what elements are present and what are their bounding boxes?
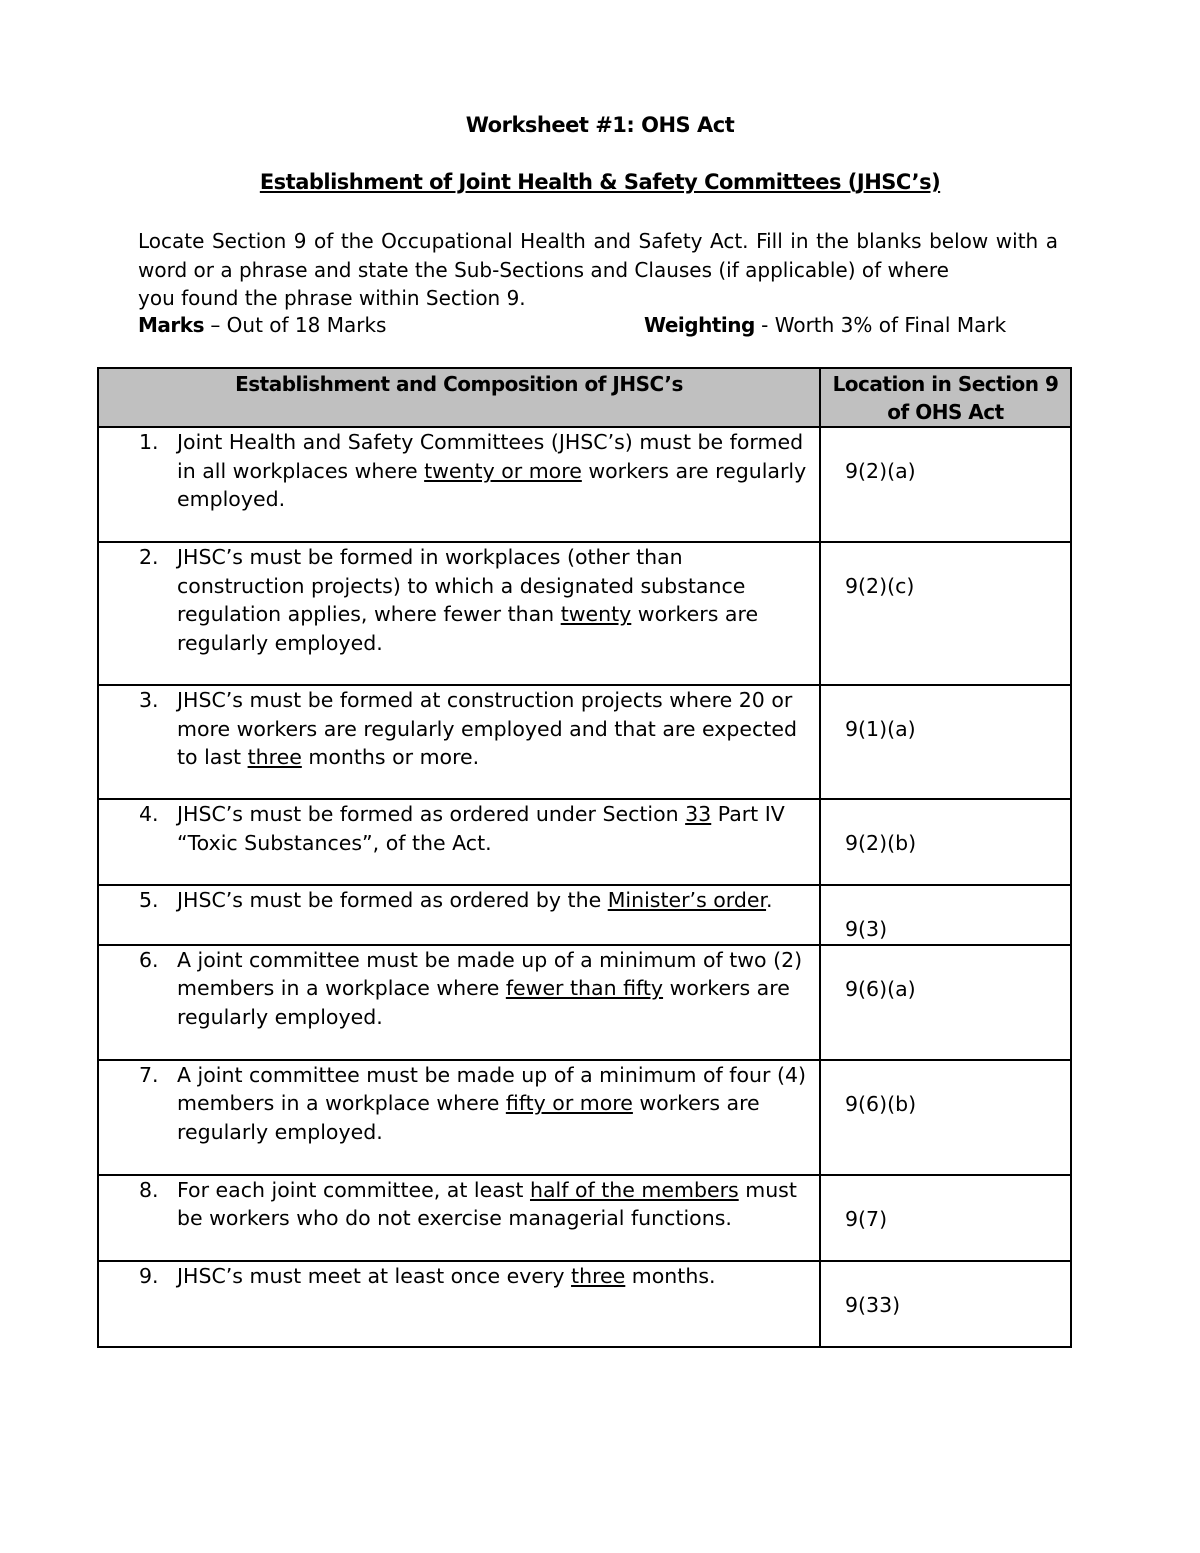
statement-text: Joint Health and Safety Committees (JHSC’s) must be formed in all workplaces where xyxy=(177,430,804,483)
item-statement xyxy=(177,1061,813,1147)
marks-value: – Out of 18 Marks xyxy=(203,313,387,337)
item-number: 9. xyxy=(139,1263,159,1288)
answer-blank: half of the members xyxy=(529,1177,739,1202)
table-row xyxy=(98,1261,1071,1347)
statement-cell xyxy=(98,685,820,799)
location-cell: 9(6)(a) xyxy=(820,945,1071,1060)
table-row xyxy=(98,427,1071,542)
statement-text-end: months or more. xyxy=(301,745,480,770)
answer-blank: 33 xyxy=(685,802,712,826)
location-cell: 9(7) xyxy=(820,1175,1071,1261)
statement-cell xyxy=(98,1175,820,1261)
item-statement xyxy=(177,1176,813,1233)
answer-blank: twenty xyxy=(560,602,632,627)
location-cell: 9(2)(b) xyxy=(820,799,1071,885)
instructions-text: Locate Section 9 of the Occupational Health and Safety Act. Fill in the blanks below with a word or a phrase and state the Sub-Sections and Clauses (if applicable) of where xyxy=(138,229,1058,282)
item-statement xyxy=(177,800,813,857)
item-number: 3. xyxy=(139,688,159,712)
statement-text-end: workers are regularly employed. xyxy=(177,458,807,512)
table-row xyxy=(98,945,1071,1060)
statement-text: A joint committee must be made up of a minimum of two (2) members in a workplace where xyxy=(177,947,803,1001)
instructions-text-end: you found the phrase within Section 9. xyxy=(138,286,526,310)
marks-line xyxy=(138,311,1058,339)
worksheet-table xyxy=(97,367,1072,1348)
table-row xyxy=(98,685,1071,799)
statement-text: JHSC’s must be formed as ordered under Section xyxy=(177,802,686,826)
header-composition: Establishment and Composition of JHSC’s xyxy=(98,368,820,427)
statement-cell xyxy=(98,542,820,685)
statement-text-end: workers are regularly employed. xyxy=(177,1091,760,1145)
weighting-value: - Worth 3% of Final Mark xyxy=(754,313,1007,337)
table-row xyxy=(98,799,1071,885)
item-number: 5. xyxy=(139,888,159,912)
table-body xyxy=(98,427,1071,1347)
table-row xyxy=(98,542,1071,685)
statement-cell xyxy=(98,799,820,885)
answer-blank: three xyxy=(247,745,302,770)
statement-text: JHSC’s must be formed at construction projects where 20 or more workers are regularly employed and that are expected to last xyxy=(177,688,797,770)
item-statement xyxy=(177,686,813,772)
worksheet-subtitle: Establishment of Joint Health & Safety Committees (JHSC’s) xyxy=(259,170,941,194)
item-statement xyxy=(177,946,813,1032)
statement-text-end: workers are regularly employed. xyxy=(177,602,759,656)
statement-cell xyxy=(98,1060,820,1175)
item-number: 4. xyxy=(139,802,159,826)
header-location: Location in Section 9 of OHS Act xyxy=(820,368,1071,427)
marks-label: Marks xyxy=(138,313,204,337)
location-cell: 9(33) xyxy=(820,1261,1071,1347)
answer-blank: fifty or more xyxy=(505,1091,633,1116)
weighting-info xyxy=(644,311,1006,339)
answer-blank: fewer than fifty xyxy=(505,976,664,1001)
answer-blank: three xyxy=(571,1263,626,1288)
instructions xyxy=(138,227,1058,313)
location-cell: 9(1)(a) xyxy=(820,685,1071,799)
weighting-label: Weighting xyxy=(644,313,755,337)
table-row xyxy=(98,1175,1071,1261)
statement-text: For each joint committee, at least xyxy=(177,1177,530,1202)
statement-text: JHSC’s must be formed in workplaces (other than construction projects) to which a designated substance regulation applies, where fewer than xyxy=(177,545,746,627)
statement-text: JHSC’s must be formed as ordered by the xyxy=(177,888,608,912)
location-cell: 9(2)(a) xyxy=(820,427,1071,542)
statement-cell xyxy=(98,1261,820,1347)
table-row xyxy=(98,1060,1071,1175)
statement-cell xyxy=(98,945,820,1060)
location-cell: 9(6)(b) xyxy=(820,1060,1071,1175)
statement-text: JHSC’s must meet at least once every xyxy=(177,1263,572,1288)
statement-cell xyxy=(98,427,820,542)
item-statement xyxy=(177,428,813,514)
statement-text-end: months. xyxy=(625,1263,716,1288)
item-number: 1. xyxy=(139,430,159,454)
item-number: 7. xyxy=(139,1062,159,1087)
item-number: 2. xyxy=(139,545,159,569)
table-row xyxy=(98,885,1071,945)
answer-blank: twenty or more xyxy=(424,458,582,483)
statement-text-end: Part IV “Toxic Substances”, of the Act. xyxy=(177,802,785,855)
item-number: 6. xyxy=(139,947,159,972)
table-header-row xyxy=(98,368,1071,427)
location-cell: 9(2)(c) xyxy=(820,542,1071,685)
statement-cell xyxy=(98,885,820,945)
worksheet-title: Worksheet #1: OHS Act xyxy=(465,113,735,137)
answer-blank: Minister’s order xyxy=(607,888,767,912)
location-cell: 9(3) xyxy=(820,885,1071,945)
item-statement xyxy=(177,1262,813,1291)
item-statement xyxy=(177,886,813,915)
statement-text-end: workers are regularly employed. xyxy=(177,976,790,1030)
statement-text-end: must be workers who do not exercise managerial functions. xyxy=(177,1177,797,1231)
statement-text-end: . xyxy=(766,888,773,912)
item-number: 8. xyxy=(139,1177,159,1202)
statement-text: A joint committee must be made up of a minimum of four (4) members in a workplace where xyxy=(177,1062,806,1116)
item-statement xyxy=(177,543,813,658)
